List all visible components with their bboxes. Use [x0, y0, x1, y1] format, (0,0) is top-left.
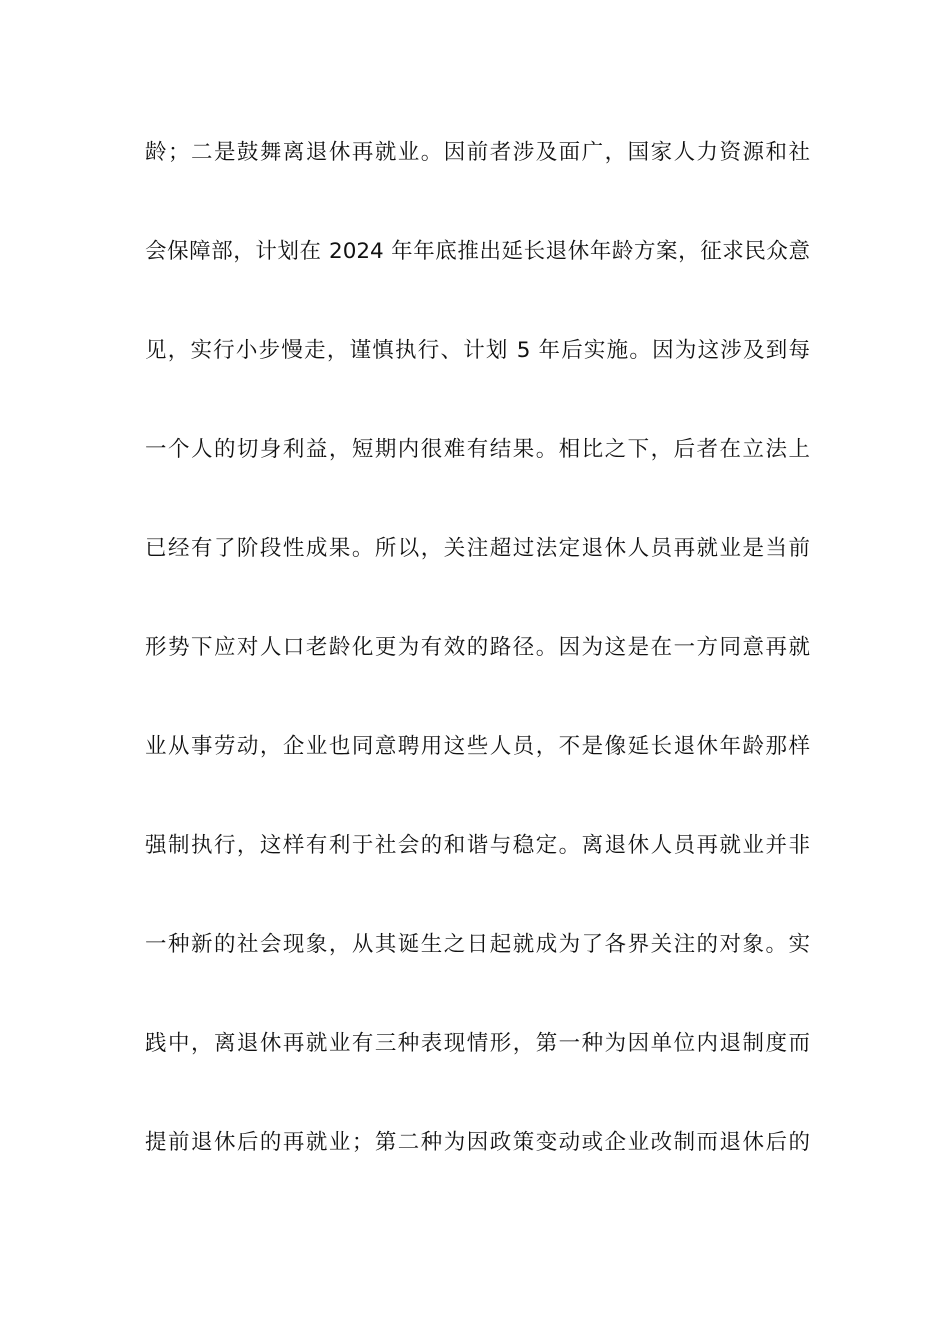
body-paragraph: [145, 132, 810, 1221]
text-line: 业从事劳动，企业也同意聘用这些人员，不是像延长退休年龄那样: [145, 734, 810, 759]
text-line: 会保障部，计划在 2024 年年底推出延长退休年龄方案，征求民众意: [145, 239, 810, 264]
text-line: 提前退休后的再就业；第二种为因政策变动或企业改制而退休后的: [145, 1130, 810, 1155]
text-line: 已经有了阶段性成果。所以，关注超过法定退休人员再就业是当前: [145, 536, 810, 561]
text-line: 践中，离退休再就业有三种表现情形，第一种为因单位内退制度而: [145, 1031, 810, 1056]
text-line: 一个人的切身利益，短期内很难有结果。相比之下，后者在立法上: [145, 437, 810, 462]
text-line: 形势下应对人口老龄化更为有效的路径。因为这是在一方同意再就: [145, 635, 810, 660]
text-line: 一种新的社会现象，从其诞生之日起就成为了各界关注的对象。实: [145, 932, 810, 957]
text-line: 见，实行小步慢走，谨慎执行、计划 5 年后实施。因为这涉及到每: [145, 338, 810, 363]
text-line: 强制执行，这样有利于社会的和谐与稳定。离退休人员再就业并非: [145, 833, 810, 858]
text-line: 龄；二是鼓舞离退休再就业。因前者涉及面广，国家人力资源和社: [145, 140, 810, 165]
